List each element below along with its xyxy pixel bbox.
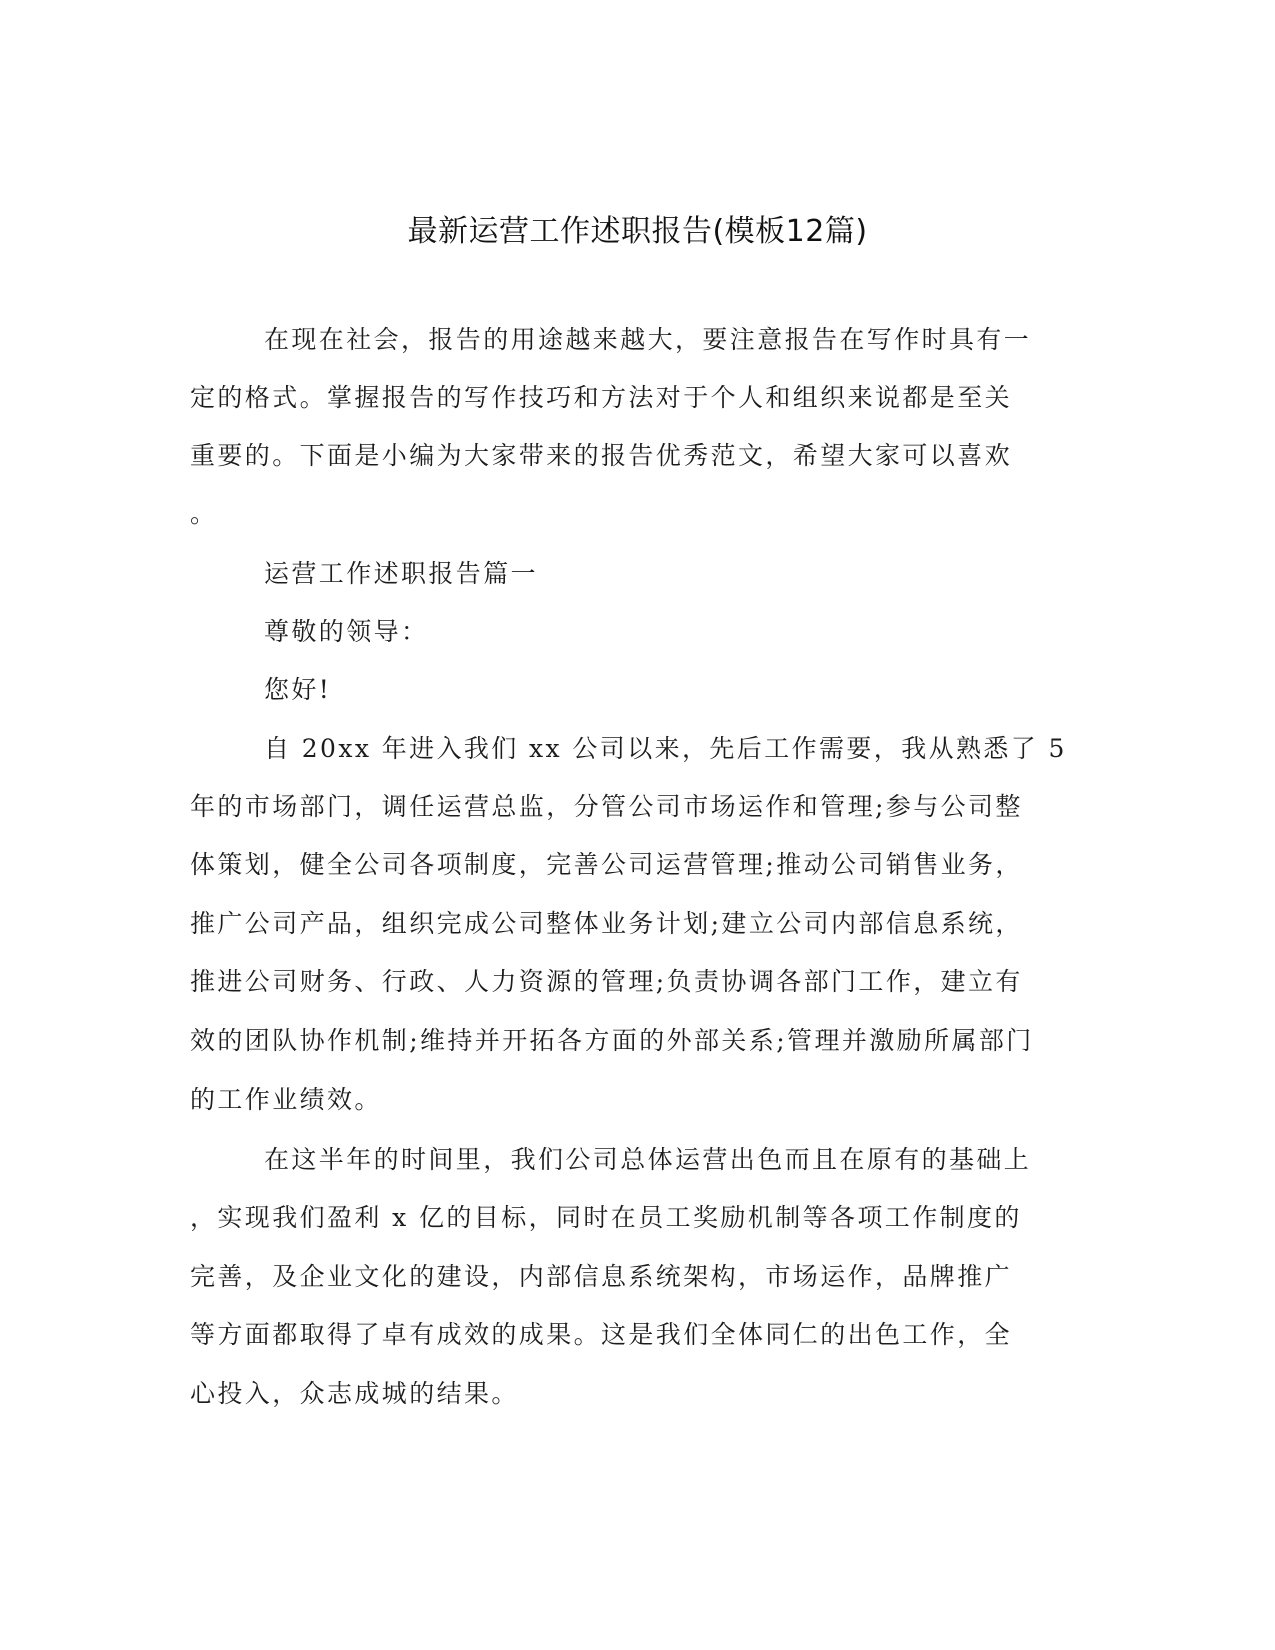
paragraph-line: 在这半年的时间里，我们公司总体运营出色而且在原有的基础上 [264,1145,1032,1174]
paragraph-line: 在现在社会，报告的用途越来越大，要注意报告在写作时具有一 [264,325,1032,354]
paragraph-line: 定的格式。掌握报告的写作技巧和方法对于个人和组织来说都是至关 [190,383,1013,412]
document-title: 最新运营工作述职报告(模板12篇) [407,214,868,249]
paragraph-line: 重要的。下面是小编为大家带来的报告优秀范文，希望大家可以喜欢 [190,441,1013,470]
paragraph-line: 等方面都取得了卓有成效的成果。这是我们全体同仁的出色工作，全 [190,1320,1013,1349]
paragraph-line: 。 [190,499,218,528]
greeting: 您好! [264,675,332,704]
paragraph-line: 推广公司产品，组织完成公司整体业务计划;建立公司内部信息系统， [190,909,1023,938]
salutation: 尊敬的领导： [264,617,429,646]
paragraph-line: 自 20xx 年进入我们 xx 公司以来，先后工作需要，我从熟悉了 5 [264,734,1067,763]
paragraph-line: 推进公司财务、行政、人力资源的管理;负责协调各部门工作，建立有 [190,967,1023,996]
section-heading: 运营工作述职报告篇一 [264,559,539,588]
paragraph-line: 年的市场部门，调任运营总监，分管公司市场运作和管理;参与公司整 [190,792,1023,821]
paragraph-line: 心投入，众志成城的结果。 [190,1379,519,1408]
paragraph-line: 体策划，健全公司各项制度，完善公司运营管理;推动公司销售业务， [190,850,1023,879]
paragraph-line: ，实现我们盈利 x 亿的目标，同时在员工奖励机制等各项工作制度的 [190,1203,1022,1232]
paragraph-line: 效的团队协作机制;维持并开拓各方面的外部关系;管理并激励所属部门 [190,1026,1034,1055]
paragraph-line: 的工作业绩效。 [190,1085,382,1114]
paragraph-line: 完善，及企业文化的建设，内部信息系统架构，市场运作，品牌推广 [190,1262,1013,1291]
